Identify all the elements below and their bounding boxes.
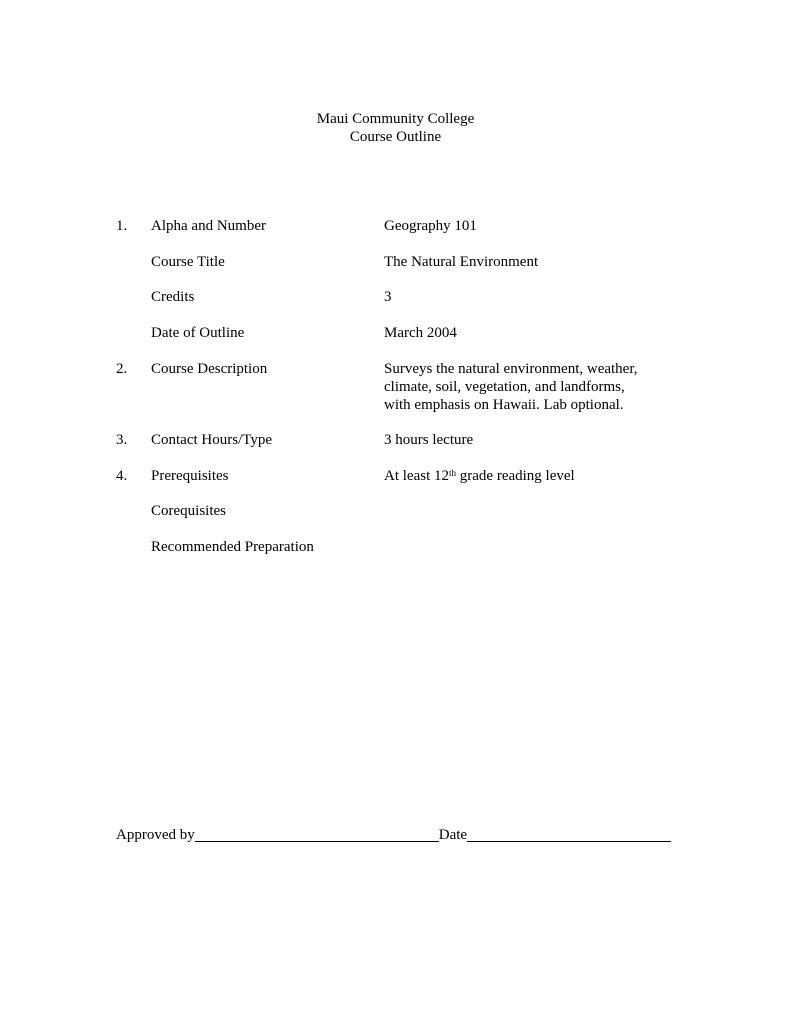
- field-value: [384, 360, 637, 414]
- field-value: March 2004: [384, 325, 457, 341]
- field-label: Course Title: [151, 254, 225, 270]
- field-value: [384, 467, 575, 485]
- field-label: Alpha and Number: [151, 218, 266, 234]
- ordinal-suffix: th: [449, 468, 457, 478]
- approved-by-label: Approved by: [116, 827, 195, 843]
- field-value: The Natural Environment: [384, 254, 539, 270]
- prereq-prefix: At least 12: [384, 468, 449, 484]
- field-value: 3: [384, 289, 392, 305]
- field-value: Geography 101: [384, 218, 477, 234]
- field-label: Credits: [151, 289, 195, 305]
- field-label: Contact Hours/Type: [151, 432, 273, 448]
- date-blank[interactable]: [467, 827, 671, 842]
- approver-signature-blank[interactable]: [195, 827, 439, 842]
- field-label: Corequisites: [151, 503, 226, 519]
- item-number: 4.: [116, 468, 128, 484]
- approval-line: [116, 824, 671, 844]
- item-number: 2.: [116, 361, 128, 377]
- field-label: Recommended Preparation: [151, 539, 314, 555]
- prereq-suffix: grade reading level: [456, 468, 575, 484]
- description-line: Surveys the natural environment, weather,: [384, 361, 638, 377]
- document-header: [0, 110, 791, 146]
- college-name: Maui Community College: [316, 111, 475, 127]
- item-number: 1.: [116, 218, 128, 234]
- description-line: with emphasis on Hawaii. Lab optional.: [384, 397, 624, 413]
- item-number: 3.: [116, 432, 128, 448]
- field-label: Course Description: [151, 361, 268, 377]
- document-title: Course Outline: [349, 129, 442, 145]
- field-label: Date of Outline: [151, 325, 245, 341]
- date-label: Date: [438, 827, 468, 843]
- field-value: 3 hours lecture: [384, 432, 474, 448]
- field-label: Prerequisites: [151, 468, 229, 484]
- description-line: climate, soil, vegetation, and landforms,: [384, 379, 625, 395]
